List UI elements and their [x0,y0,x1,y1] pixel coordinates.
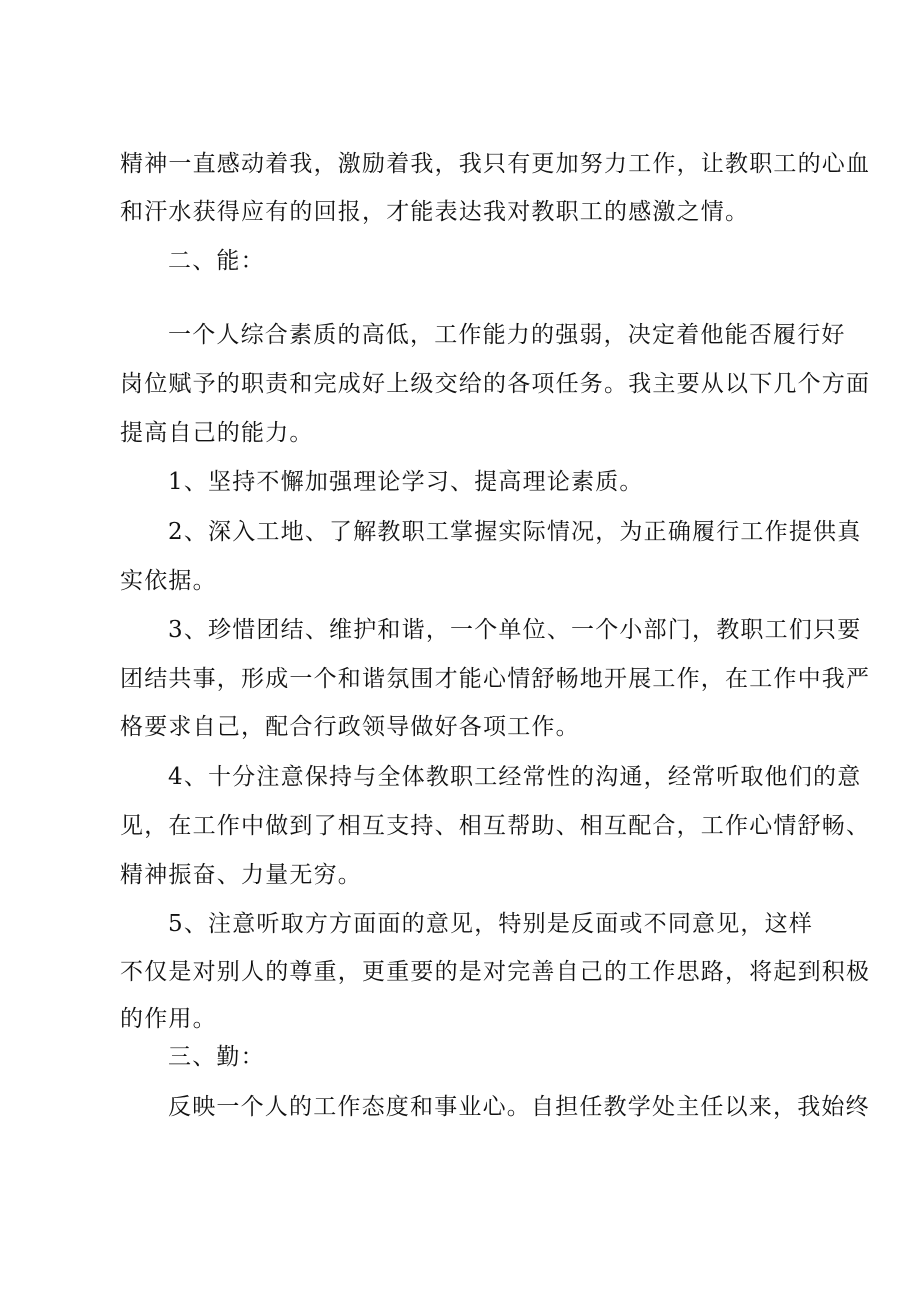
list-item-4: 4、十分注意保持与全体教职工经常性的沟通，经常听取他们的意 [168,764,862,790]
paragraph-line: 一个人综合素质的高低，工作能力的强弱，决定着他能否履行好 [168,322,846,348]
paragraph-line: 精神振奋、力量无穷。 [120,862,362,888]
list-item-1: 1、坚持不懈加强理论学习、提高理论素质。 [168,469,644,495]
paragraph-line: 见，在工作中做到了相互支持、相互帮助、相互配合，工作心情舒畅、 [120,813,871,839]
paragraph-line: 精神一直感动着我，激励着我，我只有更加努力工作，让教职工的心血 [120,151,871,177]
paragraph-line: 的作用。 [120,1006,217,1032]
paragraph-line: 实依据。 [120,568,217,594]
list-item-5: 5、注意听取方方面面的意见，特别是反面或不同意见，这样 [168,911,814,937]
paragraph-line: 格要求自己，配合行政领导做好各项工作。 [120,714,580,740]
paragraph-line: 提高自己的能力。 [120,420,314,446]
paragraph-line: 不仅是对别人的尊重，更重要的是对完善自己的工作思路，将起到积极 [120,959,871,985]
list-item-2: 2、深入工地、了解教职工掌握实际情况，为正确履行工作提供真 [168,519,862,545]
paragraph-line: 团结共事，形成一个和谐氛围才能心情舒畅地开展工作，在工作中我严 [120,666,871,692]
paragraph-line: 和汗水获得应有的回报，才能表达我对教职工的感激之情。 [120,199,750,225]
section-heading-neng: 二、能： [168,248,265,274]
paragraph-line: 反映一个人的工作态度和事业心。自担任教学处主任以来，我始终 [168,1094,870,1120]
section-heading-qin: 三、勤： [168,1044,265,1070]
paragraph-line: 岗位赋予的职责和完成好上级交给的各项任务。我主要从以下几个方面 [120,371,871,397]
list-item-3: 3、珍惜团结、维护和谐，一个单位、一个小部门，教职工们只要 [168,617,862,643]
